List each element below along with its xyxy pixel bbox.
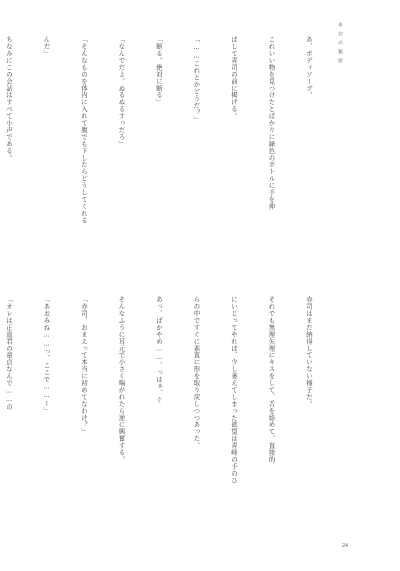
text-block-bottom — [0, 296, 340, 536]
text-line: 「赤司、おまえって本当に初めてなわけ？」 — [80, 296, 88, 435]
text-line: 「なんでだよ。ぬるぬるすっだろ」 — [117, 36, 126, 148]
text-line: らの中ですぐに素直に形を取り戻しつつあった。 — [192, 296, 201, 449]
text-line: 赤司はまだ納得していない様子だ。 — [305, 296, 313, 408]
text-line: んだ」 — [42, 36, 51, 57]
text-line: 「オレは正直君の童貞なんで……の — [5, 296, 13, 411]
text-block-top — [0, 36, 340, 276]
text-line: これいい物を見つけたとばかりに緑色のボトルに手を伸 — [267, 36, 276, 210]
running-title: あおの秘密 — [337, 22, 343, 67]
text-line: あっ、ばかやめ……、っはぁ、ぐ — [155, 296, 163, 404]
text-line: にいじってやれば、少し萎えてしまった欲望は青峰の手のひ — [230, 296, 238, 484]
text-line: そんなふうに耳元で小さく喘がれたら逆に興奮する。 — [117, 296, 126, 463]
text-line: それでも無理矢理にキスをして、舌を絡めて、直接的 — [267, 296, 276, 463]
text-line: 「あおみね……っ、ここで……ー」 — [42, 296, 51, 414]
text-line: ちなみにこの会話はすべて小声である。 — [5, 36, 13, 162]
text-line: 「……これとかどうだ？」 — [192, 36, 201, 123]
text-line: 「断る。絶対に断る」 — [155, 36, 163, 106]
text-line: ばして青司の前に掲げる。 — [230, 36, 238, 120]
text-line: 「そんなものを体内に入れて腹でも下したらどうしてくれる — [80, 36, 88, 224]
page-number: 24 — [342, 543, 348, 549]
text-line: あ、ボディソープ。 — [305, 36, 313, 99]
